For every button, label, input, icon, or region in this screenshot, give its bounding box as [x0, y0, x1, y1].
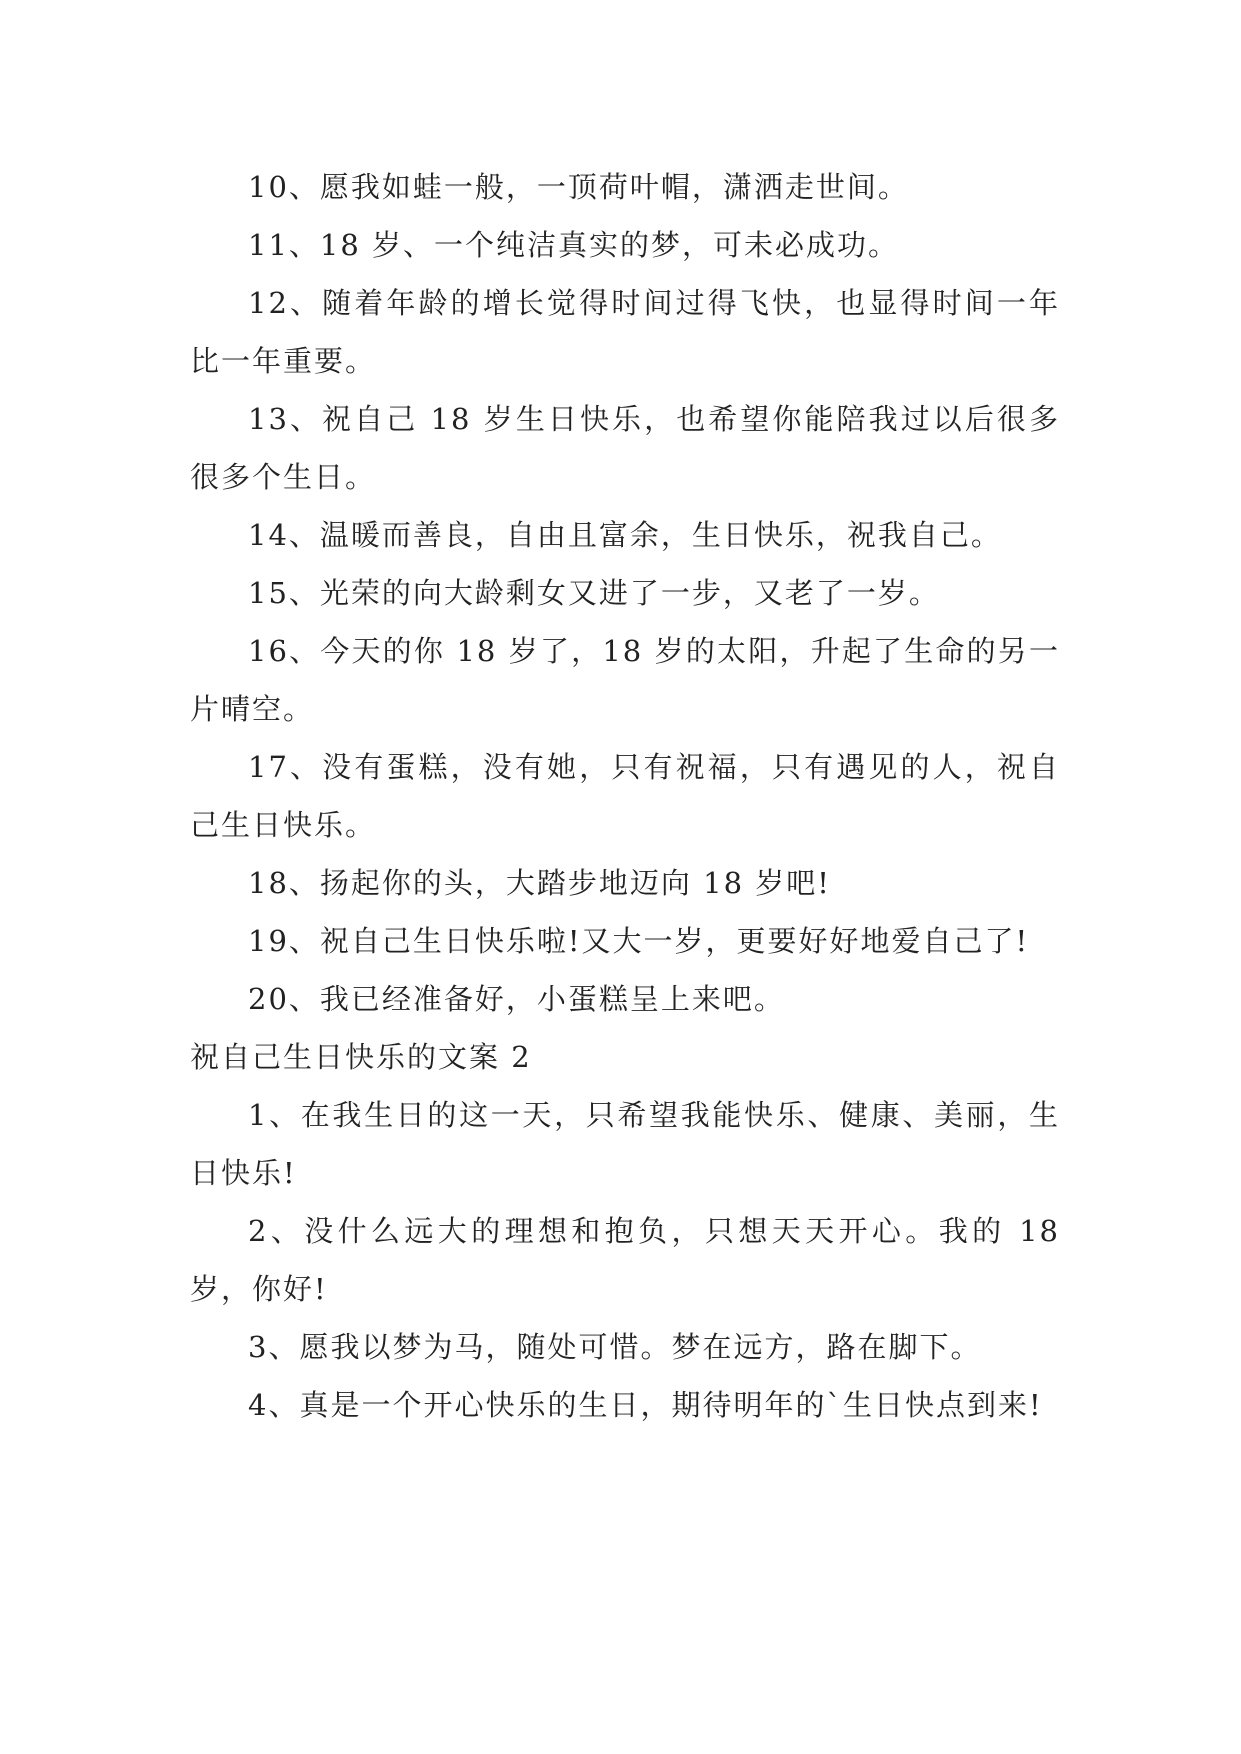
list-item-2: 2、没什么远大的理想和抱负，只想天天开心。我的 18 岁，你好!: [190, 1214, 1060, 1306]
list-item-18: 18、扬起你的头，大踏步地迈向 18 岁吧!: [248, 866, 831, 900]
list-item-11: 11、18 岁、一个纯洁真实的梦，可未必成功。: [248, 228, 900, 262]
document-body: [190, 158, 1060, 1434]
list-item-20: 20、我已经准备好，小蛋糕呈上来吧。: [248, 982, 785, 1016]
list-item-16: 16、今天的你 18 岁了，18 岁的太阳，升起了生命的另一片晴空。: [190, 634, 1060, 726]
list-item-15: 15、光荣的向大龄剩女又进了一步，又老了一岁。: [248, 576, 940, 610]
list-item-13: 13、祝自己 18 岁生日快乐，也希望你能陪我过以后很多很多个生日。: [190, 402, 1060, 494]
list-item-14: 14、温暖而善良，自由且富余，生日快乐，祝我自己。: [248, 518, 1002, 552]
list-item-17: 17、没有蛋糕，没有她，只有祝福，只有遇见的人，祝自己生日快乐。: [190, 750, 1060, 842]
list-item-19: 19、祝自己生日快乐啦!又大一岁，更要好好地爱自己了!: [248, 924, 1030, 958]
list-item-12: 12、随着年龄的增长觉得时间过得飞快，也显得时间一年比一年重要。: [190, 286, 1060, 378]
list-item-1: 1、在我生日的这一天，只希望我能快乐、健康、美丽，生日快乐!: [190, 1098, 1060, 1190]
list-item-4: 4、真是一个开心快乐的生日，期待明年的`生日快点到来!: [248, 1388, 1043, 1422]
section-heading: 祝自己生日快乐的文案 2: [190, 1040, 532, 1074]
list-item-3: 3、愿我以梦为马，随处可惜。梦在远方，路在脚下。: [248, 1330, 982, 1364]
list-item-10: 10、愿我如蛙一般，一顶荷叶帽，潇洒走世间。: [248, 170, 909, 204]
